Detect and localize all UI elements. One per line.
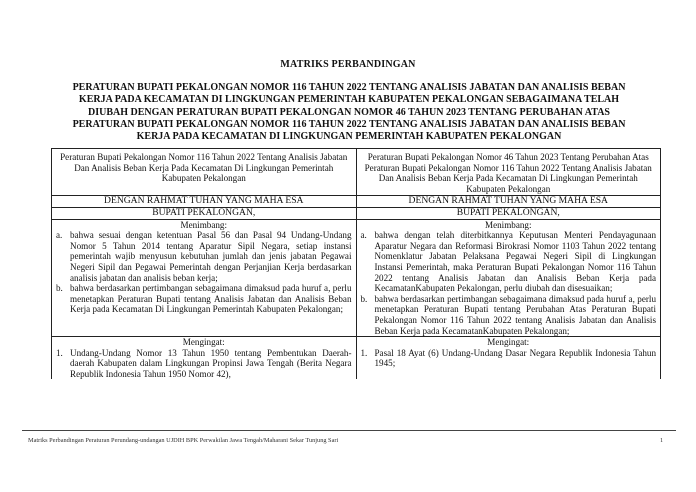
list-item xyxy=(361,294,657,336)
subtitle-line: DIUBAH DENGAN PERATURAN BUPATI PEKALONGAN NOMOR 46 TAHUN 2023 TENTANG PERUBAHAN ATAS xyxy=(88,106,610,118)
subtitle-line: KERJA PADA KECAMATAN DI LINGKUNGAN PEMERINTAH KABUPATEN PEKALONGAN xyxy=(136,131,562,143)
footer-text: Matriks Perbandingan Peraturan Perundang-undangan UJDIH BPK Perwakilan Jawa Tengah/Maharani Sekar Tunjung Sari xyxy=(28,437,339,444)
menimbang-row xyxy=(52,219,661,337)
right-menimbang-cell xyxy=(356,219,661,337)
page-number: 1 xyxy=(660,437,664,444)
official-row xyxy=(52,207,661,219)
mengingat-label: Mengingat: xyxy=(182,337,225,348)
menimbang-label: Menimbang: xyxy=(180,219,227,230)
list-item xyxy=(56,348,352,380)
item-label: b. xyxy=(56,283,63,294)
right-official: BUPATI PEKALONGAN, xyxy=(356,207,661,219)
document-title: MATRIKS PERBANDINGAN xyxy=(280,59,416,70)
footer-divider xyxy=(22,430,676,431)
right-mengingat-cell xyxy=(356,337,661,380)
list-item xyxy=(361,230,657,294)
document-subtitle xyxy=(66,82,632,143)
item-text: bahwa dengan telah diterbitkannya Keputusan Menteri Pendayagunaan Aparatur Negara dan Reformasi Birokrasi Nomor 1103 Tahun 2022 tentang Nomenklatur Jabatan Pelaksana Pegawai Negeri Sipil di Lingkungan Instansi Pemerintah, maka Peraturan Bupati Pekalongan Nomor 116 Tahun 2022 tentang Analisis Jabatan dan Analisis Beban Kerja pada KecamatanKabupaten Pekalongan, perlu diubah dan disesuaikan; xyxy=(374,230,656,294)
item-text: bahwa berdasarkan pertimbangan sebagaimana dimaksud pada huruf a, perlu menetapkan Peraturan Bupati tentang Perubahan Atas Peraturan Bupati Pekalongan Nomor 116 Tahun 2022 tentang Analisis Jabatan dan Analisis Beban Kerja pada KecamatanKabupaten Pekalongan; xyxy=(374,293,656,336)
left-official: BUPATI PEKALONGAN, xyxy=(52,207,357,219)
right-opening: DENGAN RAHMAT TUHAN YANG MAHA ESA xyxy=(356,196,661,208)
item-text: Undang-Undang Nomor 13 Tahun 1950 tentang Pembentukan Daerah-daerah Kabupaten dalam Lingkungan Propinsi Jawa Tengah (Berita Negara Republik Indonesia Tahun 1950 Nomor 42), xyxy=(70,347,352,379)
mengingat-row xyxy=(52,337,661,380)
left-mengingat-cell xyxy=(52,337,357,380)
item-label: b. xyxy=(360,293,368,304)
menimbang-label: Menimbang: xyxy=(485,219,532,230)
list-item xyxy=(361,348,657,369)
item-label: a. xyxy=(56,230,63,241)
subtitle-line: PERATURAN BUPATI PEKALONGAN NOMOR 116 TAHUN 2022 TENTANG ANALISIS JABATAN DAN ANALISIS BEBAN xyxy=(72,118,626,130)
item-text: Pasal 18 Ayat (6) Undang-Undang Dasar Negara Republik Indonesia Tahun 1945; xyxy=(374,347,656,369)
item-text: bahwa berdasarkan pertimbangan sebagaimana dimaksud pada huruf a, perlu menetapkan Peraturan Bupati tentang Analisis Jabatan dan Analisis Beban Kerja pada Kecamatan Di Lingkungan Pemerintah Kabupaten Pekalongan; xyxy=(70,283,352,315)
list-item xyxy=(56,230,352,283)
item-label: a. xyxy=(360,230,367,241)
item-label: 1. xyxy=(360,347,368,358)
opening-row xyxy=(52,196,661,208)
left-opening: DENGAN RAHMAT TUHAN YANG MAHA ESA xyxy=(52,196,357,208)
left-column-heading: Peraturan Bupati Pekalongan Nomor 116 Tahun 2022 Tentang Analisis Jabatan Dan Analisis Beban Kerja Pada Kecamatan Di Lingkungan Pemerintah Kabupaten Pekalongan xyxy=(52,149,357,196)
subtitle-line: KERJA PADA KECAMATAN DI LINGKUNGAN PEMERINTAH KABUPATEN PEKALONGAN SEBAGAIMANA TELAH xyxy=(78,94,620,106)
item-label: 1. xyxy=(56,347,63,358)
table-header-row xyxy=(52,149,661,196)
mengingat-label: Mengingat: xyxy=(487,337,530,348)
list-item xyxy=(56,283,352,315)
item-text: bahwa sesuai dengan ketentuan Pasal 56 dan Pasal 94 Undang-Undang Nomor 5 Tahun 2014 tentang Aparatur Sipil Negara, setiap instansi pemerintah wajib menyusun kebutuhan jumlah dan jenis jabatan Pegawai Negeri Sipil dan Pegawai Pemerintah dengan Perjanjian Kerja berdasarkan analisis jabatan dan analisis beban kerja; xyxy=(70,230,352,283)
left-menimbang-cell xyxy=(52,219,357,337)
comparison-table xyxy=(51,148,661,379)
subtitle-line: PERATURAN BUPATI PEKALONGAN NOMOR 116 TAHUN 2022 TENTANG ANALISIS JABATAN DAN ANALISIS BEBAN xyxy=(72,82,626,93)
right-column-heading: Peraturan Bupati Pekalongan Nomor 46 Tahun 2023 Tentang Perubahan Atas Peraturan Bupati Pekalongan Nomor 116 Tahun 2022 Tentang Analisis Jabatan Dan Analisis Beban Kerja Pada Kecamatan Di Lingkungan Pemerintah Kabupaten Pekalongan xyxy=(356,149,661,196)
